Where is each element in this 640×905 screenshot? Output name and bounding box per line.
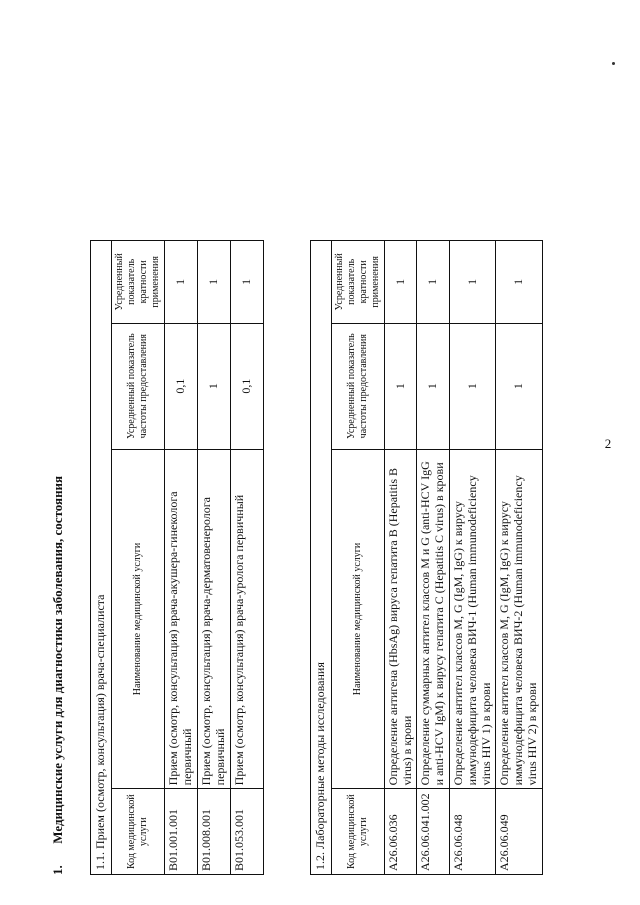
table-caption: 1.1. Прием (осмотр, консультация) врача-специалиста: [91, 241, 112, 875]
frequency-value: 1: [449, 323, 495, 449]
service-code: A26.06.048: [449, 789, 495, 875]
table-row: [197, 241, 230, 875]
multiplicity-value: 1: [449, 241, 495, 324]
service-code: A26.06.041.002: [417, 789, 450, 875]
service-name: Определение суммарных антител классов M и G (anti-HCV IgG и anti-HCV IgM) к вирусу гепатита C (Hepatitis C virus) в крови: [417, 449, 450, 789]
consultations-table: [90, 240, 264, 875]
section-title: Медицинские услуги для диагностики заболевания, состояния: [50, 475, 65, 844]
header-multiplicity: Усредненный показатель кратности применения: [331, 241, 384, 324]
frequency-value: 1: [496, 323, 542, 449]
multiplicity-value: 1: [384, 241, 417, 324]
service-code: B01.053.001: [230, 789, 263, 875]
frequency-value: 0,1: [164, 323, 197, 449]
page-number: 2: [604, 435, 612, 451]
header-name: Наименование медицинской услуги: [111, 449, 164, 789]
section-heading: [50, 476, 66, 875]
service-name: Определение антигена (HbsAg) вируса гепатита B (Hepatitis B virus) в крови: [384, 449, 417, 789]
service-code: A26.06.036: [384, 789, 417, 875]
table-row: [230, 241, 263, 875]
service-name: Определение антител классов M, G (IgM, IgG) к вирусу иммунодефицита человека ВИЧ-1 (Human immunodeficiency virus HIV 1) в крови: [449, 449, 495, 789]
multiplicity-value: 1: [417, 241, 450, 324]
frequency-value: 1: [384, 323, 417, 449]
service-code: A26.06.049: [496, 789, 542, 875]
table-header-row: [331, 241, 384, 875]
header-name: Наименование медицинской услуги: [331, 449, 384, 789]
frequency-value: 1: [417, 323, 450, 449]
table-header-row: [111, 241, 164, 875]
lab-methods-table: [310, 240, 543, 875]
multiplicity-value: 1: [496, 241, 542, 324]
service-code: B01.008.001: [197, 789, 230, 875]
header-multiplicity: Усредненный показатель кратности применения: [111, 241, 164, 324]
frequency-value: 1: [197, 323, 230, 449]
section-number: 1.: [50, 865, 65, 875]
header-code: Код медицинской услуги: [111, 789, 164, 875]
table-caption: 1.2. Лабораторные методы исследования: [311, 241, 332, 875]
service-name: Прием (осмотр, консультация) врача-акушера-гинеколога первичный: [164, 449, 197, 789]
scan-speck: [612, 62, 615, 65]
multiplicity-value: 1: [197, 241, 230, 324]
table-row: [164, 241, 197, 875]
table-row: [384, 241, 417, 875]
header-code: Код медицинской услуги: [331, 789, 384, 875]
table-row: [496, 241, 542, 875]
table-row: [449, 241, 495, 875]
service-name: Прием (осмотр, консультация) врача-уролога первичный: [230, 449, 263, 789]
service-name: Прием (осмотр, консультация) врача-дерматовенеролога первичный: [197, 449, 230, 789]
service-code: B01.001.001: [164, 789, 197, 875]
multiplicity-value: 1: [164, 241, 197, 324]
table-row: [417, 241, 450, 875]
header-frequency: Усредненный показатель частоты предоставления: [111, 323, 164, 449]
header-frequency: Усредненный показатель частоты предоставления: [331, 323, 384, 449]
multiplicity-value: 1: [230, 241, 263, 324]
frequency-value: 0,1: [230, 323, 263, 449]
service-name: Определение антител классов M, G (IgM, IgG) к вирусу иммунодефицита человека ВИЧ-2 (Human immunodeficiency virus HIV 2) в крови: [496, 449, 542, 789]
